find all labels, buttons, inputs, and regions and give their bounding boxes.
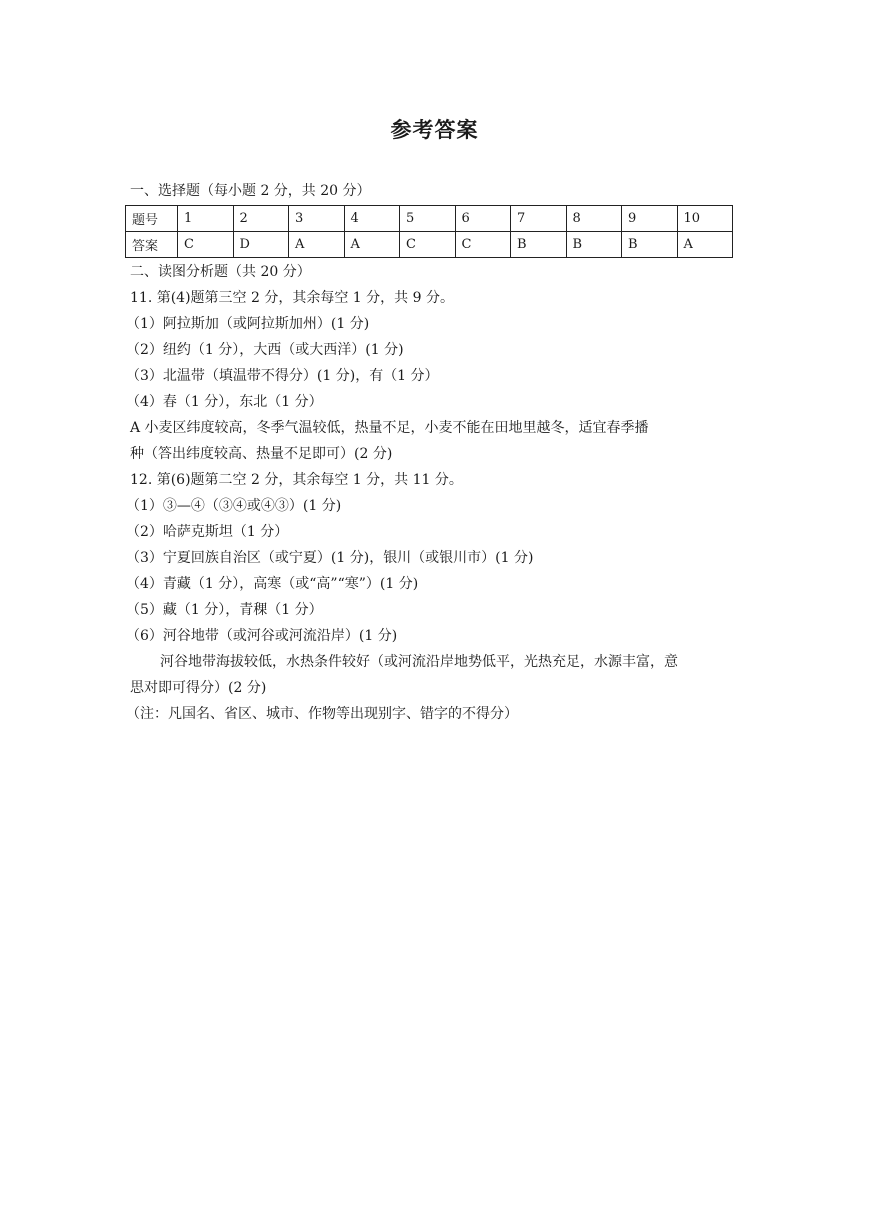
- answer-cell: A: [344, 232, 400, 258]
- q11-explanation-line1: A 小麦区纬度较高，冬季气温较低，热量不足，小麦不能在田地里越冬，适宜春季播: [130, 420, 649, 436]
- table-row-numbers: [126, 206, 733, 232]
- q11-intro: 11. 第(4)题第三空 2 分，其余每空 1 分，共 9 分。: [130, 290, 454, 306]
- answer-cell: C: [178, 232, 234, 258]
- question-number-cell: 7: [511, 206, 567, 232]
- q12-explanation-line2: 思对即可得分）(2 分): [130, 680, 267, 696]
- question-number-cell: 5: [400, 206, 456, 232]
- row-label-answers: 答案: [126, 232, 178, 258]
- question-number-cell: 1: [178, 206, 234, 232]
- q11-answer-3: （3）北温带（填温带不得分）(1 分)，有（1 分）: [126, 368, 439, 384]
- q12-intro: 12. 第(6)题第二空 2 分，其余每空 1 分，共 11 分。: [130, 472, 463, 488]
- q12-explanation-line1: 河谷地带海拔较低，水热条件较好（或河流沿岸地势低平，光热充足，水源丰富，意: [160, 654, 678, 670]
- question-number-cell: 3: [289, 206, 345, 232]
- question-number-cell: 6: [455, 206, 511, 232]
- section1-heading: 一、选择题（每小题 2 分，共 20 分）: [130, 183, 371, 199]
- question-number-cell: 2: [233, 206, 289, 232]
- q11-explanation-line2: 种（答出纬度较高、热量不足即可）(2 分): [130, 446, 393, 462]
- answer-cell: A: [289, 232, 345, 258]
- answer-cell: B: [622, 232, 678, 258]
- section2-heading: 二、读图分析题（共 20 分）: [130, 264, 311, 280]
- answer-cell: D: [233, 232, 289, 258]
- row-label-numbers: 题号: [126, 206, 178, 232]
- q11-answer-1: （1）阿拉斯加（或阿拉斯加州）(1 分): [126, 316, 370, 332]
- q12-answer-4: （4）青藏（1 分），高寒（或“高”“寒”）(1 分): [126, 576, 419, 592]
- answer-cell: A: [677, 232, 733, 258]
- q11-answer-2: （2）纽约（1 分），大西（或大西洋）(1 分): [126, 342, 404, 358]
- question-number-cell: 9: [622, 206, 678, 232]
- choice-answer-table: [125, 205, 733, 258]
- page-title: 参考答案: [390, 117, 479, 142]
- q12-answer-5: （5）藏（1 分），青稞（1 分）: [126, 602, 323, 618]
- question-number-cell: 10: [677, 206, 733, 232]
- q12-answer-6: （6）河谷地带（或河谷或河流沿岸）(1 分): [126, 628, 398, 644]
- answer-cell: B: [566, 232, 622, 258]
- question-number-cell: 4: [344, 206, 400, 232]
- answer-cell: B: [511, 232, 567, 258]
- grading-note: （注：凡国名、省区、城市、作物等出现别字、错字的不得分）: [126, 706, 518, 722]
- table-row-answers: [126, 232, 733, 258]
- answer-cell: C: [455, 232, 511, 258]
- answer-cell: C: [400, 232, 456, 258]
- q12-answer-2: （2）哈萨克斯坦（1 分）: [126, 524, 289, 540]
- answer-content: [126, 178, 740, 727]
- question-number-cell: 8: [566, 206, 622, 232]
- q11-answer-4: （4）春（1 分），东北（1 分）: [126, 394, 323, 410]
- q12-answer-3: （3）宁夏回族自治区（或宁夏）(1 分)，银川（或银川市）(1 分): [126, 550, 534, 566]
- q12-answer-1: （1）③—④（③④或④③）(1 分): [126, 498, 342, 514]
